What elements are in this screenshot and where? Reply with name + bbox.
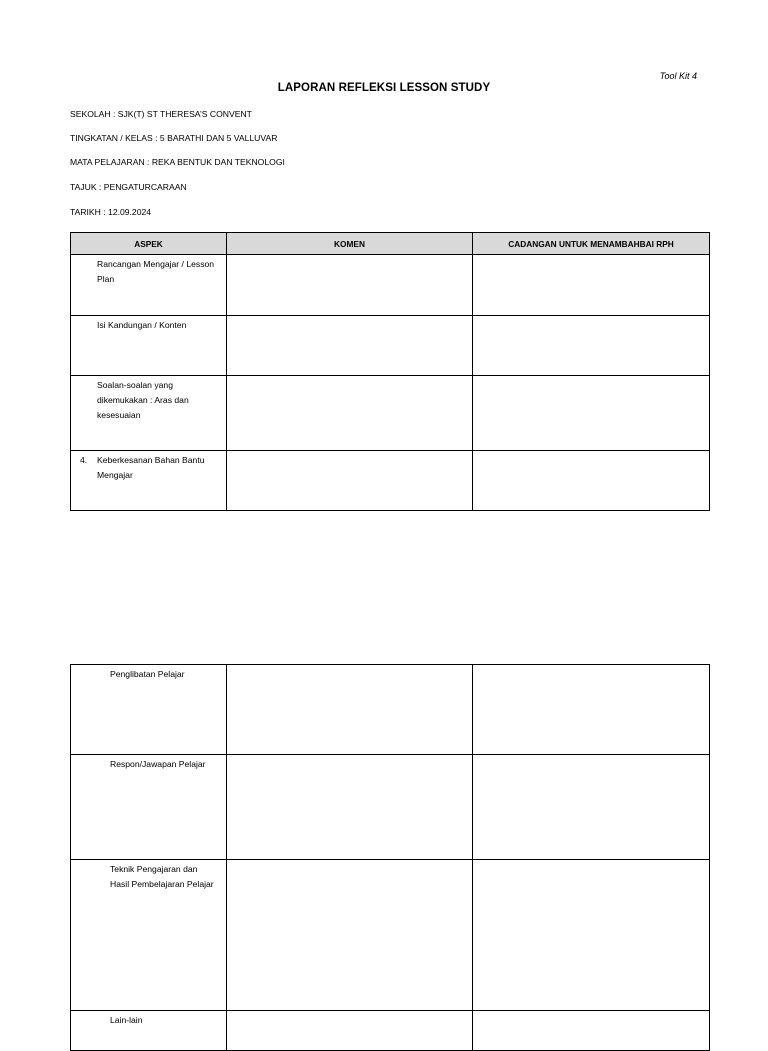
tool-kit-label: Tool Kit 4 xyxy=(659,71,697,81)
table-row xyxy=(71,255,710,316)
table-row xyxy=(71,860,710,1011)
aspek-cell xyxy=(71,376,227,451)
komen-cell[interactable] xyxy=(227,1011,473,1051)
komen-cell[interactable] xyxy=(227,755,473,860)
aspek-cell xyxy=(71,451,227,511)
cadangan-cell[interactable] xyxy=(473,255,710,316)
cadangan-cell[interactable] xyxy=(473,316,710,376)
table-row xyxy=(71,665,710,755)
komen-cell[interactable] xyxy=(227,376,473,451)
table-row xyxy=(71,376,710,451)
aspek-cell: Lain-lain xyxy=(71,1011,227,1051)
cadangan-cell[interactable] xyxy=(473,1011,710,1051)
komen-cell[interactable] xyxy=(227,316,473,376)
cadangan-cell[interactable] xyxy=(473,755,710,860)
info-mata-pelajaran: MATA PELAJARAN : REKA BENTUK DAN TEKNOLOGI xyxy=(70,157,285,167)
aspek-cell: Teknik Pengajaran dan Hasil Pembelajaran Pelajar xyxy=(71,860,227,1011)
aspek-label: Keberkesanan Bahan Bantu Mengajar xyxy=(97,455,205,480)
header-aspek: ASPEK xyxy=(71,233,227,255)
reflection-table-2 xyxy=(70,664,710,1051)
komen-cell[interactable] xyxy=(227,255,473,316)
reflection-table-1 xyxy=(70,232,710,511)
aspek-cell xyxy=(71,316,227,376)
aspek-label: Rancangan Mengajar / Lesson Plan xyxy=(97,259,215,284)
info-tajuk: TAJUK : PENGATURCARAAN xyxy=(70,182,187,192)
info-sekolah: SEKOLAH : SJK(T) ST THERESA’S CONVENT xyxy=(70,109,252,119)
komen-cell[interactable] xyxy=(227,665,473,755)
aspek-label: Soalan-soalan yang dikemukakan : Aras dan kesesuaian xyxy=(97,380,189,420)
aspek-cell xyxy=(71,255,227,316)
cadangan-cell[interactable] xyxy=(473,665,710,755)
table-header-row xyxy=(71,233,710,255)
cadangan-cell[interactable] xyxy=(473,376,710,451)
table-row xyxy=(71,316,710,376)
cadangan-cell[interactable] xyxy=(473,860,710,1011)
table-row xyxy=(71,1011,710,1051)
aspek-cell: Respon/Jawapan Pelajar xyxy=(71,755,227,860)
aspek-label: Isi Kandungan / Konten xyxy=(97,320,187,330)
cadangan-cell[interactable] xyxy=(473,451,710,511)
table-row xyxy=(71,755,710,860)
header-cadangan: CADANGAN UNTUK MENAMBAHBAI RPH xyxy=(473,233,710,255)
table-row xyxy=(71,451,710,511)
komen-cell[interactable] xyxy=(227,860,473,1011)
info-tingkatan: TINGKATAN / KELAS : 5 BARATHI DAN 5 VALLUVAR xyxy=(70,133,278,143)
komen-cell[interactable] xyxy=(227,451,473,511)
header-komen: KOMEN xyxy=(227,233,473,255)
info-tarikh: TARIKH : 12.09.2024 xyxy=(70,207,152,217)
aspek-cell: Penglibatan Pelajar xyxy=(71,665,227,755)
page-title: LAPORAN REFLEKSI LESSON STUDY xyxy=(277,82,491,94)
row-number: 4. xyxy=(80,455,88,465)
